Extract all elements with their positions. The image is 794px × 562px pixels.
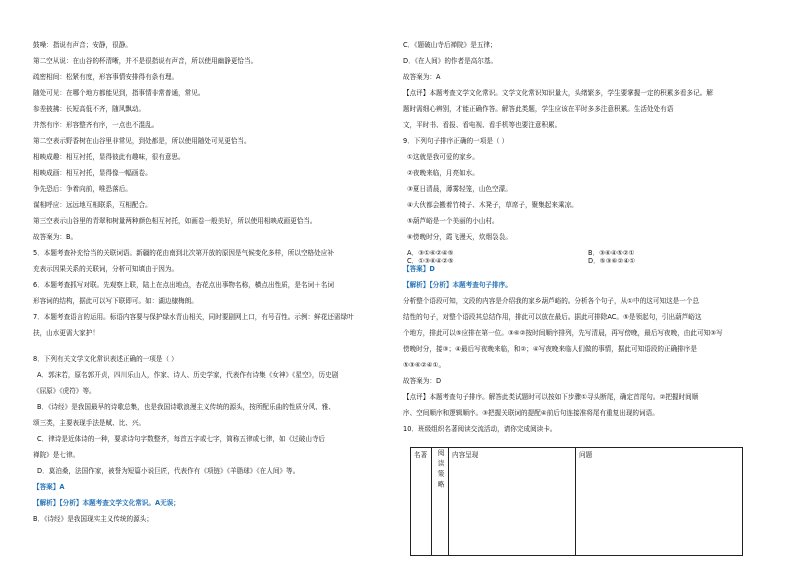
table-header-book: 名著 (411, 448, 432, 556)
table-header-content: 内容呈现 (449, 448, 576, 556)
left-text-line: C．律诗是近体诗的一种，要求诗句字数整齐，每首五字或七字，简称五律或七律，如《过破山寺后 (37, 435, 326, 443)
right-text-line: ⑤葫芦峪是一个美丽的小山村。 (407, 217, 499, 225)
reading-card-table (410, 447, 743, 556)
left-text-line: 6．本题考查抓写对联。先观察上联，陆上在点出地点，杏花点出事物名称，横点出性质，是名词＋名词 (33, 281, 334, 289)
left-text-line: 【解析】【分析】本题考查文学文化常识。A无误； (33, 499, 180, 507)
right-text-line: 文，平时书、看报、看电视、看手机等也要注意积累。 (403, 121, 562, 129)
left-text-line: 故答案为：B。 (33, 233, 78, 241)
left-text-line: 第二空表示野香树在山谷里非常见，到处都是，所以使用随处可见更恰当。 (33, 137, 251, 145)
right-text-line: 10．班级组织名著阅读交流活动，请你完成阅读卡。 (403, 425, 557, 433)
left-text-line: B．《诗经》是我国最早的诗歌总集，也是我国诗歌浪漫主义传统的源头，按所配乐曲的性质分风、雅、 (37, 403, 335, 411)
right-text-line: 【点评】本题考查文学文化常识。文学文化常识知识量大，头绪繁多，学生要掌握一定的积累多看多记。解 (403, 89, 713, 97)
right-text-line: ⑤③⑥②④①。 (403, 361, 446, 369)
left-text-line: 参差披拂：长短高低不齐，随风飘动。 (33, 105, 146, 113)
right-text-line: C．《题破山寺后禅院》是五律； (403, 41, 497, 49)
left-text-line: 争先恐后：争着向前，唯恐落后。 (33, 185, 132, 193)
right-text-line: ④大伙都会搬着竹椅子、木凳子，草席子，聚集起来乘凉。 (407, 201, 578, 209)
right-text-line: 结性的句子，对整个语段其总结作用，排此可以放在最后。据此可排除AC。⑤是领起句，引出葫芦峪这 (403, 313, 702, 321)
left-text-line: 《屈原》《虎符》等。 (33, 387, 96, 395)
option-b: B．③⑥④⑤②① (588, 249, 635, 257)
left-text-line: 禅院》是七律。 (33, 451, 80, 459)
right-text-line: 【解析】【分析】本题考查句子排序。 (403, 281, 512, 289)
left-text-line: 8．下列有关文学文化常识表述正确的一项是（ ） (33, 355, 178, 363)
left-text-line: 随处可见：在哪个地方都能见到，指事情非常普通，常见。 (33, 89, 205, 97)
left-text-line: 颂三类，主要表现手法是赋、比、兴。 (33, 419, 146, 427)
left-text-line: 第三空表示山谷里的青翠和树量两种颜色相互衬托，如画卷一般美好，所以使用相映成画更恰当。 (33, 217, 317, 225)
right-text-line: 故答案为：A (403, 73, 441, 81)
left-text-line: 扶，山水更需大家护！ (33, 329, 99, 337)
right-text-line: 个地方，排此可以⑤应排在第一位。③⑥②按时间顺序排列，先写清晨，再写傍晚，最后写夜晚，由此可知③写 (403, 329, 723, 337)
right-text-line: ①这就是我可爱的家乡。 (407, 153, 479, 161)
left-text-line: 【答案】A (33, 483, 65, 491)
left-text-line: B．《诗经》是我国现实主义传统的源头； (33, 515, 153, 523)
right-text-line: 分析整个语段可知，文段的内容是介绍我的家乡葫芦峪的。分析各个句子，从①中的这可知这是一个总 (403, 297, 700, 305)
left-text-line: 形容词的结构，据此可以写下联即可。如：湖边棣梅朗。 (33, 297, 198, 305)
left-text-line: 相映成画：相互衬托，显得像一幅画卷。 (33, 169, 152, 177)
right-text-line: 故答案为：D (403, 377, 442, 385)
left-text-line: 鼓噪：指说有声音；安静，很静。 (33, 41, 132, 49)
left-text-line: 相映成趣：相互衬托，显得彼此有趣味，很有意思。 (33, 153, 185, 161)
option-d: D．⑤③⑥②④① (588, 257, 636, 265)
left-text-line: D．莫泊桑，法国作家，被誉为短篇小说巨匠，代表作有《项链》《羊脂球》《在人间》等。 (37, 467, 300, 475)
left-text-line: 7．本题考查语言的运用。标语内容要与保护绿水青山相关，同时要剧网上口，有号召性。示例：鲜花还需绿叶 (33, 313, 354, 321)
right-text-line: 9．下列句子排序正确的一项是（ ） (403, 137, 509, 145)
right-text-line: ⑥傍晚时分，霞飞漫天，炊烟袅袅。 (407, 233, 512, 241)
right-text-line: 【答案】D (403, 265, 435, 273)
right-text-line: D．《在人间》的作者是高尔基。 (403, 57, 498, 65)
right-text-line: 【点评】本题考查句子排序。解答此类试题时可以按如下步骤①寻头断尾，确定首尾句。②把握时间顺 (403, 393, 699, 401)
left-text-line: 充表示因果关系的关联词，分析可知填由于因为。 (33, 265, 179, 273)
option-c: C．①③⑥④②⑤ (407, 257, 454, 265)
option-a: A．③①⑥②④⑤ (407, 249, 454, 257)
table-header-question: 问题 (576, 448, 743, 556)
left-text-line: 疏密相间：松紧有度，形容事情安排得有条有理。 (33, 73, 179, 81)
right-text-line: 序、空间顺序和逻辑顺序。③把握关联词的提配④前后句连接准将尾有重复出现的词语。 (403, 409, 659, 417)
table-header-strategy (432, 448, 449, 556)
right-text-line: 题时需细心辨别，才能正确作答。解答此类题，学生应该在平时多多注意积累。生活处处有语 (403, 105, 674, 113)
right-text-line: 傍晚时分，接③；④最后写夜晚来临，和②；④写夜晚来临人们做的事情，据此可知语段的正确排序是 (403, 345, 697, 353)
left-text-line: 谋相呼应：远远地互相联系，互相配合。 (33, 201, 152, 209)
left-text-line: A．郭沫若，原名郭开贞，四川乐山人，作家、诗人、历史学家，代表作有诗集《女神》《星空》，历史剧 (37, 371, 339, 379)
left-text-line: 井然有序：形容整齐有序，一点也不混乱。 (33, 121, 159, 129)
table-header-strategy-text: 阅读策略 (436, 449, 444, 492)
right-text-line: ③夏日清晨，薄雾轻笼，山色空濛。 (407, 185, 512, 193)
left-text-line: 5．本题考查补充恰当的关联词语。新疆的花由南到北次第开放的原因是气候变化多样，所以空格处应补 (33, 249, 334, 257)
left-text-line: 第二空从说：在山谷的杯清晰，并不是很指说有声音，所以使用幽静更恰当。 (33, 57, 258, 65)
right-text-line: ②夜晚来临，月亮如水。 (407, 169, 479, 177)
